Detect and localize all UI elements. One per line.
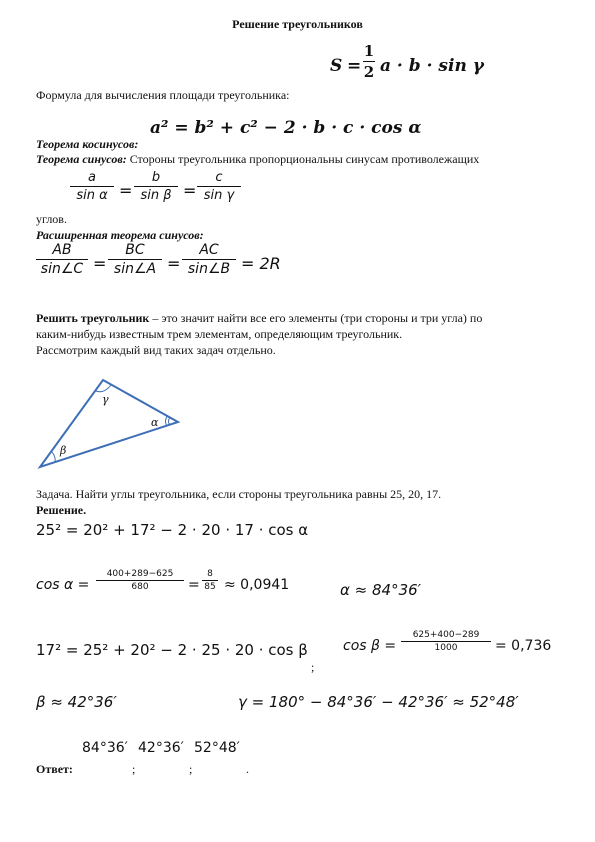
cos-beta-bar bbox=[401, 641, 491, 642]
cos-beta-value: = 0,736 bbox=[495, 638, 552, 654]
ext-n2: BC bbox=[125, 242, 145, 258]
area-rhs: a · b · sin γ bbox=[380, 56, 484, 76]
ext-bar-1 bbox=[36, 259, 88, 260]
area-label: Формула для вычисления площади треугольника: bbox=[36, 88, 290, 102]
answer-value-3: 52°48′ bbox=[194, 740, 240, 756]
cos-alpha-frac-2 bbox=[202, 569, 218, 592]
cosine-label: Теорема косинусов: bbox=[36, 137, 139, 151]
ext-eq-2: = bbox=[167, 254, 181, 273]
step-eq-2: 17² = 25² + 20² − 2 · 25 · 20 · cos β bbox=[36, 641, 308, 659]
sine-bar-2 bbox=[134, 186, 178, 187]
sine-d1: sin α bbox=[76, 188, 108, 203]
answer-label: Ответ: bbox=[36, 762, 73, 776]
answer-sep-1: ; bbox=[132, 762, 136, 776]
sine-frac-1 bbox=[70, 170, 114, 203]
sine-n3: c bbox=[215, 170, 223, 185]
alpha-arc-1 bbox=[166, 416, 168, 426]
ext-d1: sin∠C bbox=[40, 261, 84, 277]
gamma-label: γ bbox=[102, 393, 109, 406]
sine-n1: a bbox=[88, 170, 96, 185]
solution-label: Решение. bbox=[36, 503, 87, 517]
sine-text-end: углов. bbox=[36, 212, 67, 226]
sine-formula bbox=[70, 170, 270, 216]
ext-frac-2 bbox=[108, 242, 162, 277]
area-lhs: S bbox=[330, 56, 343, 76]
task-text: Задача. Найти углы треугольника, если стороны треугольника равны 25, 20, 17. bbox=[36, 487, 442, 501]
ext-bar-3 bbox=[182, 259, 236, 260]
definition-bold: Решить треугольник bbox=[36, 311, 150, 325]
ext-frac-1 bbox=[36, 242, 88, 277]
cos-beta-row bbox=[343, 628, 563, 668]
alpha-result: α ≈ 84°36′ bbox=[340, 581, 422, 599]
ext-frac-3 bbox=[182, 242, 236, 277]
cos-beta-frac bbox=[401, 630, 491, 653]
cos-alpha-bar-2 bbox=[202, 580, 218, 581]
ext-sine-formula bbox=[36, 242, 296, 288]
answer-value-2: 42°36′ bbox=[138, 740, 184, 756]
area-num: 1 bbox=[363, 42, 375, 60]
ext-d2: sin∠A bbox=[113, 261, 157, 277]
alpha-label: α bbox=[151, 416, 159, 429]
answer-value-1: 84°36′ bbox=[82, 740, 128, 756]
sine-frac-2 bbox=[134, 170, 178, 203]
area-den: 2 bbox=[363, 63, 375, 81]
cos-alpha-num-2: 8 bbox=[207, 569, 213, 579]
cos-beta-num: 625+400−289 bbox=[412, 630, 480, 640]
cos-alpha-row bbox=[36, 567, 290, 607]
ext-sine-label: Расширенная теорема синусов: bbox=[36, 228, 204, 242]
sine-d3: sin γ bbox=[203, 188, 235, 203]
definition-line-3: Рассмотрим каждый вид таких задач отдельно. bbox=[36, 343, 276, 357]
area-fraction bbox=[363, 42, 375, 81]
beta-result: β ≈ 42°36′ bbox=[36, 693, 117, 711]
gamma-result: γ = 180° − 84°36′ − 42°36′ ≈ 52°48′ bbox=[238, 693, 519, 711]
cos-alpha-lhs: cos α = bbox=[36, 577, 90, 593]
sine-n2: b bbox=[151, 170, 161, 185]
sine-label: Теорема синусов: bbox=[36, 152, 127, 166]
cos-alpha-bar bbox=[96, 580, 184, 581]
ext-n1: AB bbox=[52, 242, 72, 258]
sine-frac-3 bbox=[197, 170, 241, 203]
answer-sep-3: . bbox=[246, 762, 249, 776]
answer-sep-2: ; bbox=[189, 762, 193, 776]
cos-alpha-num: 400+289−625 bbox=[106, 569, 174, 579]
area-eq: = bbox=[347, 56, 362, 76]
sine-eq-2: = bbox=[183, 181, 197, 200]
cos-alpha-eq: = bbox=[188, 577, 200, 593]
page-title: Решение треугольников bbox=[232, 17, 363, 31]
step-eq-2-semicolon: ; bbox=[311, 660, 315, 674]
cos-beta-lhs: cos β = bbox=[343, 638, 397, 654]
ext-d3: sin∠B bbox=[187, 261, 231, 277]
cos-alpha-den-2: 85 bbox=[204, 582, 216, 592]
sine-line bbox=[36, 152, 479, 166]
sine-text: Стороны треугольника пропорциональны синусам противолежащих bbox=[129, 152, 480, 166]
ext-eq-1: = bbox=[93, 254, 107, 273]
cos-alpha-frac bbox=[96, 569, 184, 592]
definition-line-1-rest: – это значит найти все его элементы (три стороны и три угла) по bbox=[149, 311, 483, 325]
ext-tail: = 2R bbox=[241, 254, 281, 273]
sine-bar-3 bbox=[197, 186, 241, 187]
sine-bar-1 bbox=[70, 186, 114, 187]
cos-beta-den: 1000 bbox=[434, 643, 458, 653]
cos-alpha-value: ≈ 0,0941 bbox=[224, 577, 290, 593]
step-eq-1: 25² = 20² + 17² − 2 · 20 · 17 · cos α bbox=[36, 521, 309, 539]
area-bar bbox=[363, 61, 375, 62]
cos-alpha-den: 680 bbox=[131, 582, 149, 592]
definition-line-1 bbox=[36, 311, 482, 325]
cosine-formula: a² = b² + c² − 2 · b · c · cos α bbox=[150, 118, 422, 138]
sine-eq-1: = bbox=[119, 181, 133, 200]
beta-arc bbox=[52, 452, 55, 462]
definition-line-2: каким-нибудь известным трем элементам, определяющим треугольник. bbox=[36, 327, 403, 341]
ext-bar-2 bbox=[108, 259, 162, 260]
ext-n3: AC bbox=[199, 242, 219, 258]
sine-d2: sin β bbox=[140, 188, 172, 203]
beta-label: β bbox=[60, 444, 67, 457]
triangle-figure bbox=[30, 370, 200, 475]
